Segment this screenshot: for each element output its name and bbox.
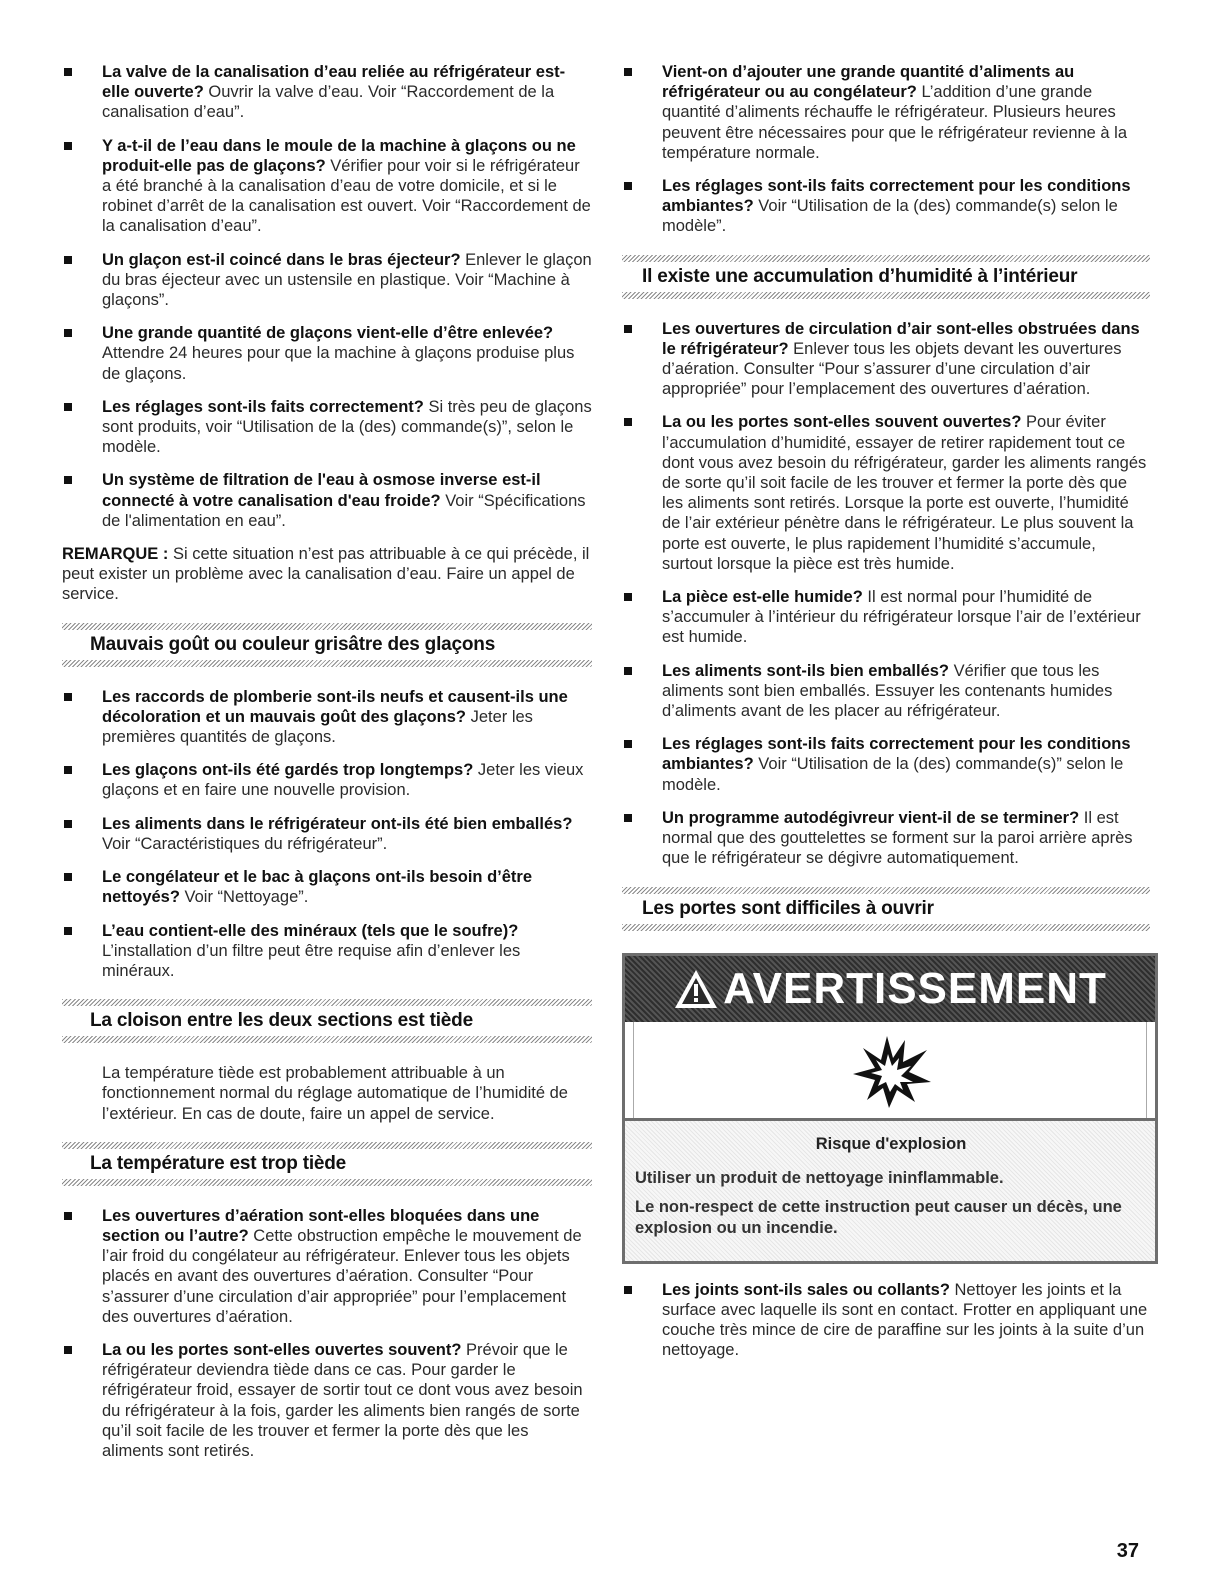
ice-maker-list <box>62 62 592 531</box>
list-item: La ou les portes sont-elles ouvertes souvent? Prévoir que le réfrigérateur deviendra tiède dans ce cas. Pour garder le réfrigérateur froid, essayer de sortir tout ce dont vous avez besoin du réfrigérateur à la fois, garder les aliments bien rangés de sorte qu’il soit facile de les trouver et fermer la porte dès que les aliments sont retirés. <box>62 1340 592 1461</box>
list-item: Les réglages sont-ils faits correctement pour les conditions ambiantes? Voir “Utilisation de la (des) commande(s) selon le modèle”. <box>622 176 1150 237</box>
top-list <box>622 62 1150 237</box>
list-item: Les aliments sont-ils bien emballés? Vérifier que tous les aliments sont bien emballés. Essuyer les contenants humides d’aliments avant de les placer au réfrigérateur. <box>622 661 1150 722</box>
bullet-icon <box>624 1286 632 1294</box>
list-item: Vient-on d’ajouter une grande quantité d’aliments au réfrigérateur ou au congélateur? L’addition d’une grande quantité d’aliments réchauffe le réfrigérateur. Plusieurs heures peuvent être nécessaires pour que le réfrigérateur revienne à la température normale. <box>622 62 1150 163</box>
section-heading: La cloison entre les deux sections est tiède <box>90 1010 473 1032</box>
left-column <box>62 62 592 1474</box>
list-item: La ou les portes sont-elles souvent ouvertes? Pour éviter l’accumulation d’humidité, essayer de retirer rapidement tout ce dont vous avez besoin du réfrigérateur, garder les aliments rangés de sorte qu’il soit facile de les trouver et fermer la porte dès que les aliments sont retirés. Lorsque la porte est ouverte, l’humidité de l’air extérieur pénètre dans le réfrigérateur. Le plus souvent la porte est ouverte, le plus rapidement l’humidité s’accumule, surtout lorsque la pièce est très humide. <box>622 412 1150 574</box>
section-header-doors <box>622 887 1150 931</box>
partition-text: La température tiède est probablement attribuable à un fonctionnement normal du réglage automatique de l’humidité de l’extérieur. En cas de doute, faire un appel de service. <box>102 1064 568 1123</box>
list-item: Les réglages sont-ils faits correctement pour les conditions ambiantes? Voir “Utilisation de la (des) commande(s)” selon le modèle. <box>622 734 1150 795</box>
list-item: La pièce est-elle humide? Il est normal pour l’humidité de s’accumuler à l’intérieur du réfrigérateur lorsque l’air de l’extérieur est humide. <box>622 587 1150 648</box>
bullet-icon <box>624 814 632 822</box>
list-item: Y a-t-il de l’eau dans le moule de la machine à glaçons ou ne produit-elle pas de glaçons? Vérifier pour voir si le réfrigérateur a été branché à la canalisation d’eau de votre domicile, et si le robinet d’arrêt de la canalisation est ouvert. Voir “Raccordement de la canalisation d’eau”. <box>62 136 592 237</box>
list-item: Une grande quantité de glaçons vient-elle d’être enlevée? Attendre 24 heures pour que la machine à glaçons produise plus de glaçons. <box>62 323 592 384</box>
hazard-label: Risque d'explosion <box>815 1134 967 1153</box>
bullet-icon <box>624 740 632 748</box>
hatch-rule <box>62 1179 592 1186</box>
list-item: Les ouvertures de circulation d’air sont-elles obstruées dans le réfrigérateur? Enlever tous les objets devant les ouvertures d’aération. Consulter “Pour s’assurer d’une circulation d’air appropriée” pour l’emplacement des ouvertures d’aération. <box>622 319 1150 400</box>
warning-instruction: Utiliser un produit de nettoyage ininflammable. <box>635 1168 1004 1187</box>
bullet-icon <box>64 1346 72 1354</box>
bullet-icon <box>624 667 632 675</box>
warning-box <box>622 953 1158 1264</box>
doors-list <box>622 1280 1150 1361</box>
bullet-icon <box>64 403 72 411</box>
hatch-rule <box>62 660 592 667</box>
warning-text <box>625 1118 1155 1261</box>
bullet-icon <box>64 68 72 76</box>
page-number: 37 <box>1116 1540 1139 1562</box>
hatch-rule <box>622 255 1150 262</box>
warning-triangle-icon <box>673 968 719 1010</box>
list-item: Les glaçons ont-ils été gardés trop longtemps? Jeter les vieux glaçons et en faire une nouvelle provision. <box>62 760 592 800</box>
bullet-icon <box>64 329 72 337</box>
list-item: L’eau contient-elle des minéraux (tels que le soufre)? L’installation d’un filtre peut être requise afin d’enlever les minéraux. <box>62 921 592 982</box>
list-item: Les raccords de plomberie sont-ils neufs et causent-ils une décoloration et un mauvais goût des glaçons? Jeter les premières quantités de glaçons. <box>62 687 592 748</box>
bullet-icon <box>64 142 72 150</box>
hatch-rule <box>62 999 592 1006</box>
bullet-icon <box>64 766 72 774</box>
section-heading: Les portes sont difficiles à ouvrir <box>642 897 934 919</box>
bullet-icon <box>624 182 632 190</box>
hatch-rule <box>622 887 1150 894</box>
remark: REMARQUE : Si cette situation n’est pas attribuable à ce qui précède, il peut exister un problème avec la canalisation d’eau. Faire un appel de service. <box>62 545 590 604</box>
humidity-list <box>622 319 1150 869</box>
bullet-icon <box>624 325 632 333</box>
explosion-graphic <box>633 1022 1147 1118</box>
warning-consequence: Le non-respect de cette instruction peut causer un décès, une explosion ou un incendie. <box>635 1197 1122 1237</box>
list-item: La valve de la canalisation d’eau reliée au réfrigérateur est-elle ouverte? Ouvrir la valve d’eau. Voir “Raccordement de la canalisation d’eau”. <box>62 62 592 123</box>
hatch-rule <box>62 623 592 630</box>
taste-list <box>62 687 592 981</box>
list-item: Le congélateur et le bac à glaçons ont-ils besoin d’être nettoyés? Voir “Nettoyage”. <box>62 867 592 907</box>
section-heading: La température est trop tiède <box>90 1152 347 1174</box>
bullet-icon <box>64 873 72 881</box>
explosion-icon <box>845 1030 935 1110</box>
bullet-icon <box>624 418 632 426</box>
right-column <box>622 62 1150 1373</box>
section-header-taste <box>62 623 592 667</box>
section-header-humidity <box>622 255 1150 299</box>
list-item: Les ouvertures d’aération sont-elles bloquées dans une section ou l’autre? Cette obstruction empêche le mouvement de l’air froid du congélateur au réfrigérateur. Enlever tous les objets placés en avant des ouvertures d’aération. Consulter “Pour s’assurer d’une circulation d’air appropriée” pour l’emplacement des ouvertures d’aération. <box>62 1206 592 1327</box>
section-heading: Il existe une accumulation d’humidité à l’intérieur <box>642 265 1078 287</box>
bullet-icon <box>624 593 632 601</box>
hatch-rule <box>62 1142 592 1149</box>
bullet-icon <box>624 68 632 76</box>
section-heading: Mauvais goût ou couleur grisâtre des glaçons <box>90 633 496 655</box>
section-header-warm <box>62 1142 592 1186</box>
list-item: Les réglages sont-ils faits correctement? Si très peu de glaçons sont produits, voir “Utilisation de la (des) commande(s)”, selon le modèle. <box>62 397 592 458</box>
warm-list <box>62 1206 592 1461</box>
list-item: Les joints sont-ils sales ou collants? Nettoyer les joints et la surface avec laquelle ils sont en contact. Frotter en appliquant une couche très mince de cire de paraffine sur les joints à la suite d’un nettoyage. <box>622 1280 1150 1361</box>
bullet-icon <box>64 693 72 701</box>
bullet-icon <box>64 256 72 264</box>
list-item: Un programme autodégivreur vient-il de se terminer? Il est normal que des gouttelettes se forment sur la paroi arrière après que le réfrigérateur se dégivre automatiquement. <box>622 808 1150 869</box>
hatch-rule <box>62 1036 592 1043</box>
bullet-icon <box>64 927 72 935</box>
warning-title: AVERTISSEMENT <box>723 963 1107 1013</box>
list-item: Les aliments dans le réfrigérateur ont-ils été bien emballés? Voir “Caractéristiques du réfrigérateur”. <box>62 814 592 854</box>
warning-banner <box>625 956 1155 1022</box>
list-item: Un glaçon est-il coincé dans le bras éjecteur? Enlever le glaçon du bras éjecteur avec un ustensile en plastique. Voir “Machine à glaçons”. <box>62 250 592 311</box>
bullet-icon <box>64 820 72 828</box>
hatch-rule <box>622 292 1150 299</box>
bullet-icon <box>64 1212 72 1220</box>
hatch-rule <box>622 924 1150 931</box>
section-header-partition <box>62 999 592 1043</box>
bullet-icon <box>64 476 72 484</box>
list-item: Un système de filtration de l'eau à osmose inverse est-il connecté à votre canalisation d'eau froide? Voir “Spécifications de l'alimentation en eau”. <box>62 470 592 531</box>
